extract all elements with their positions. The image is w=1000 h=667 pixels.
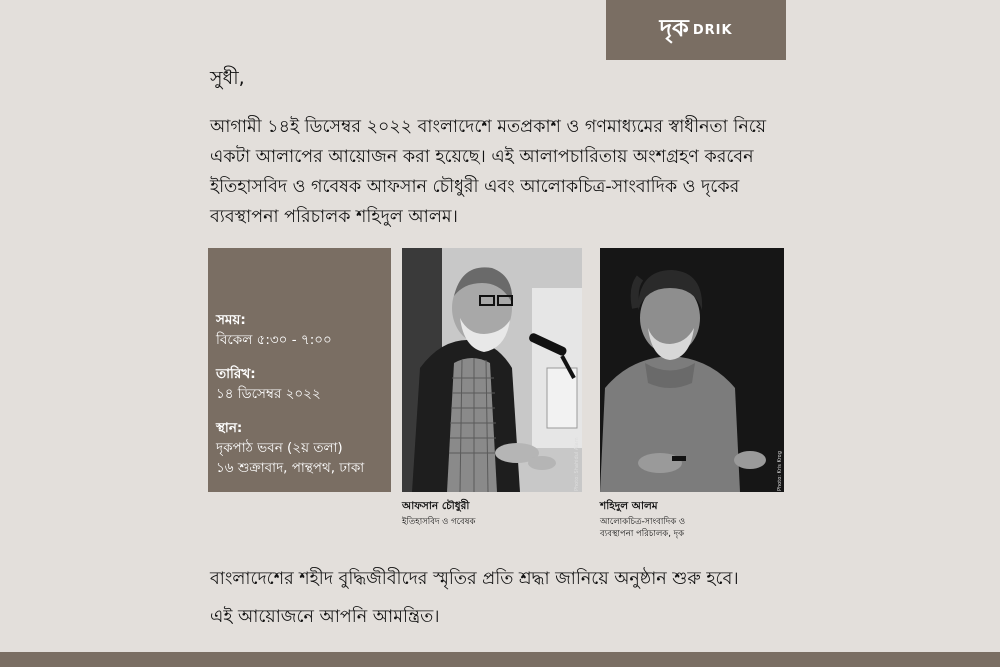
bottom-bar [0, 652, 1000, 667]
drik-logo-word: DRIK [692, 22, 733, 38]
speaker-photo-afsan-illustration [402, 248, 582, 492]
closing-tribute: বাংলাদেশের শহীদ বুদ্ধিজীবীদের স্মৃতির প্রতি শ্রদ্ধা জানিয়ে অনুষ্ঠান শুরু হবে। [210, 569, 739, 589]
greeting: সুধী, [210, 67, 245, 89]
event-info-panel [208, 248, 391, 492]
speaker-photo-shahidul-illustration [600, 248, 784, 492]
speaker-photo-afsan [402, 248, 582, 492]
date-group [216, 364, 391, 404]
venue-line-2: ১৬ শুক্রাবাদ, পান্থপথ, ঢাকা [216, 460, 365, 476]
speaker-role-afsan: ইতিহাসবিদ ও গবেষক [402, 517, 476, 527]
speaker-name-shahidul: শহিদুল আলম [600, 500, 658, 512]
drik-logo-mark: দৃক [659, 14, 689, 42]
time-group [216, 310, 391, 350]
intro-paragraph: আগামী ১৪ই ডিসেম্বর ২০২২ বাংলাদেশে মতপ্রকাশ ও গণমাধ্যমের স্বাধীনতা নিয়ে একটা আলাপের আয়োজন করা হয়েছে। এই আলাপচারিতায় অংশগ্রহণ করবেন ইতিহাসবিদ ও গবেষক আফসান চৌধুরী এবং আলোকচিত্র-সাংবাদিক ও দৃকের ব্যবস্থাপনা পরিচালক শহিদুল আলম। [210, 117, 767, 227]
venue-label: স্থান: [216, 420, 243, 436]
speaker-photo-shahidul [600, 248, 784, 492]
speaker-name-afsan: আফসান চৌধুরী [402, 500, 470, 512]
time-label: সময়: [216, 312, 246, 328]
speaker-role-shahidul-line-1: আলোকচিত্র-সাংবাদিক ও [600, 517, 686, 527]
venue-line-1: দৃকপাঠ ভবন (২য় তলা) [216, 440, 343, 456]
time-value: বিকেল ৫:৩০ - ৭:০০ [216, 332, 332, 348]
date-label: তারিখ: [216, 366, 256, 382]
closing-invitation: এই আয়োজনে আপনি আমন্ত্রিত। [210, 607, 440, 627]
date-value: ১৪ ডিসেম্বর ২০২২ [216, 386, 321, 402]
drik-logo [606, 0, 786, 60]
photo-credit-afsan: Photo: Shahidul Alam [574, 437, 580, 491]
speaker-role-shahidul-line-2: ব্যবস্থাপনা পরিচালক, দৃক [600, 529, 685, 539]
venue-group [216, 418, 391, 478]
photo-credit-shahidul: Photo: Kris Krog [777, 451, 783, 491]
